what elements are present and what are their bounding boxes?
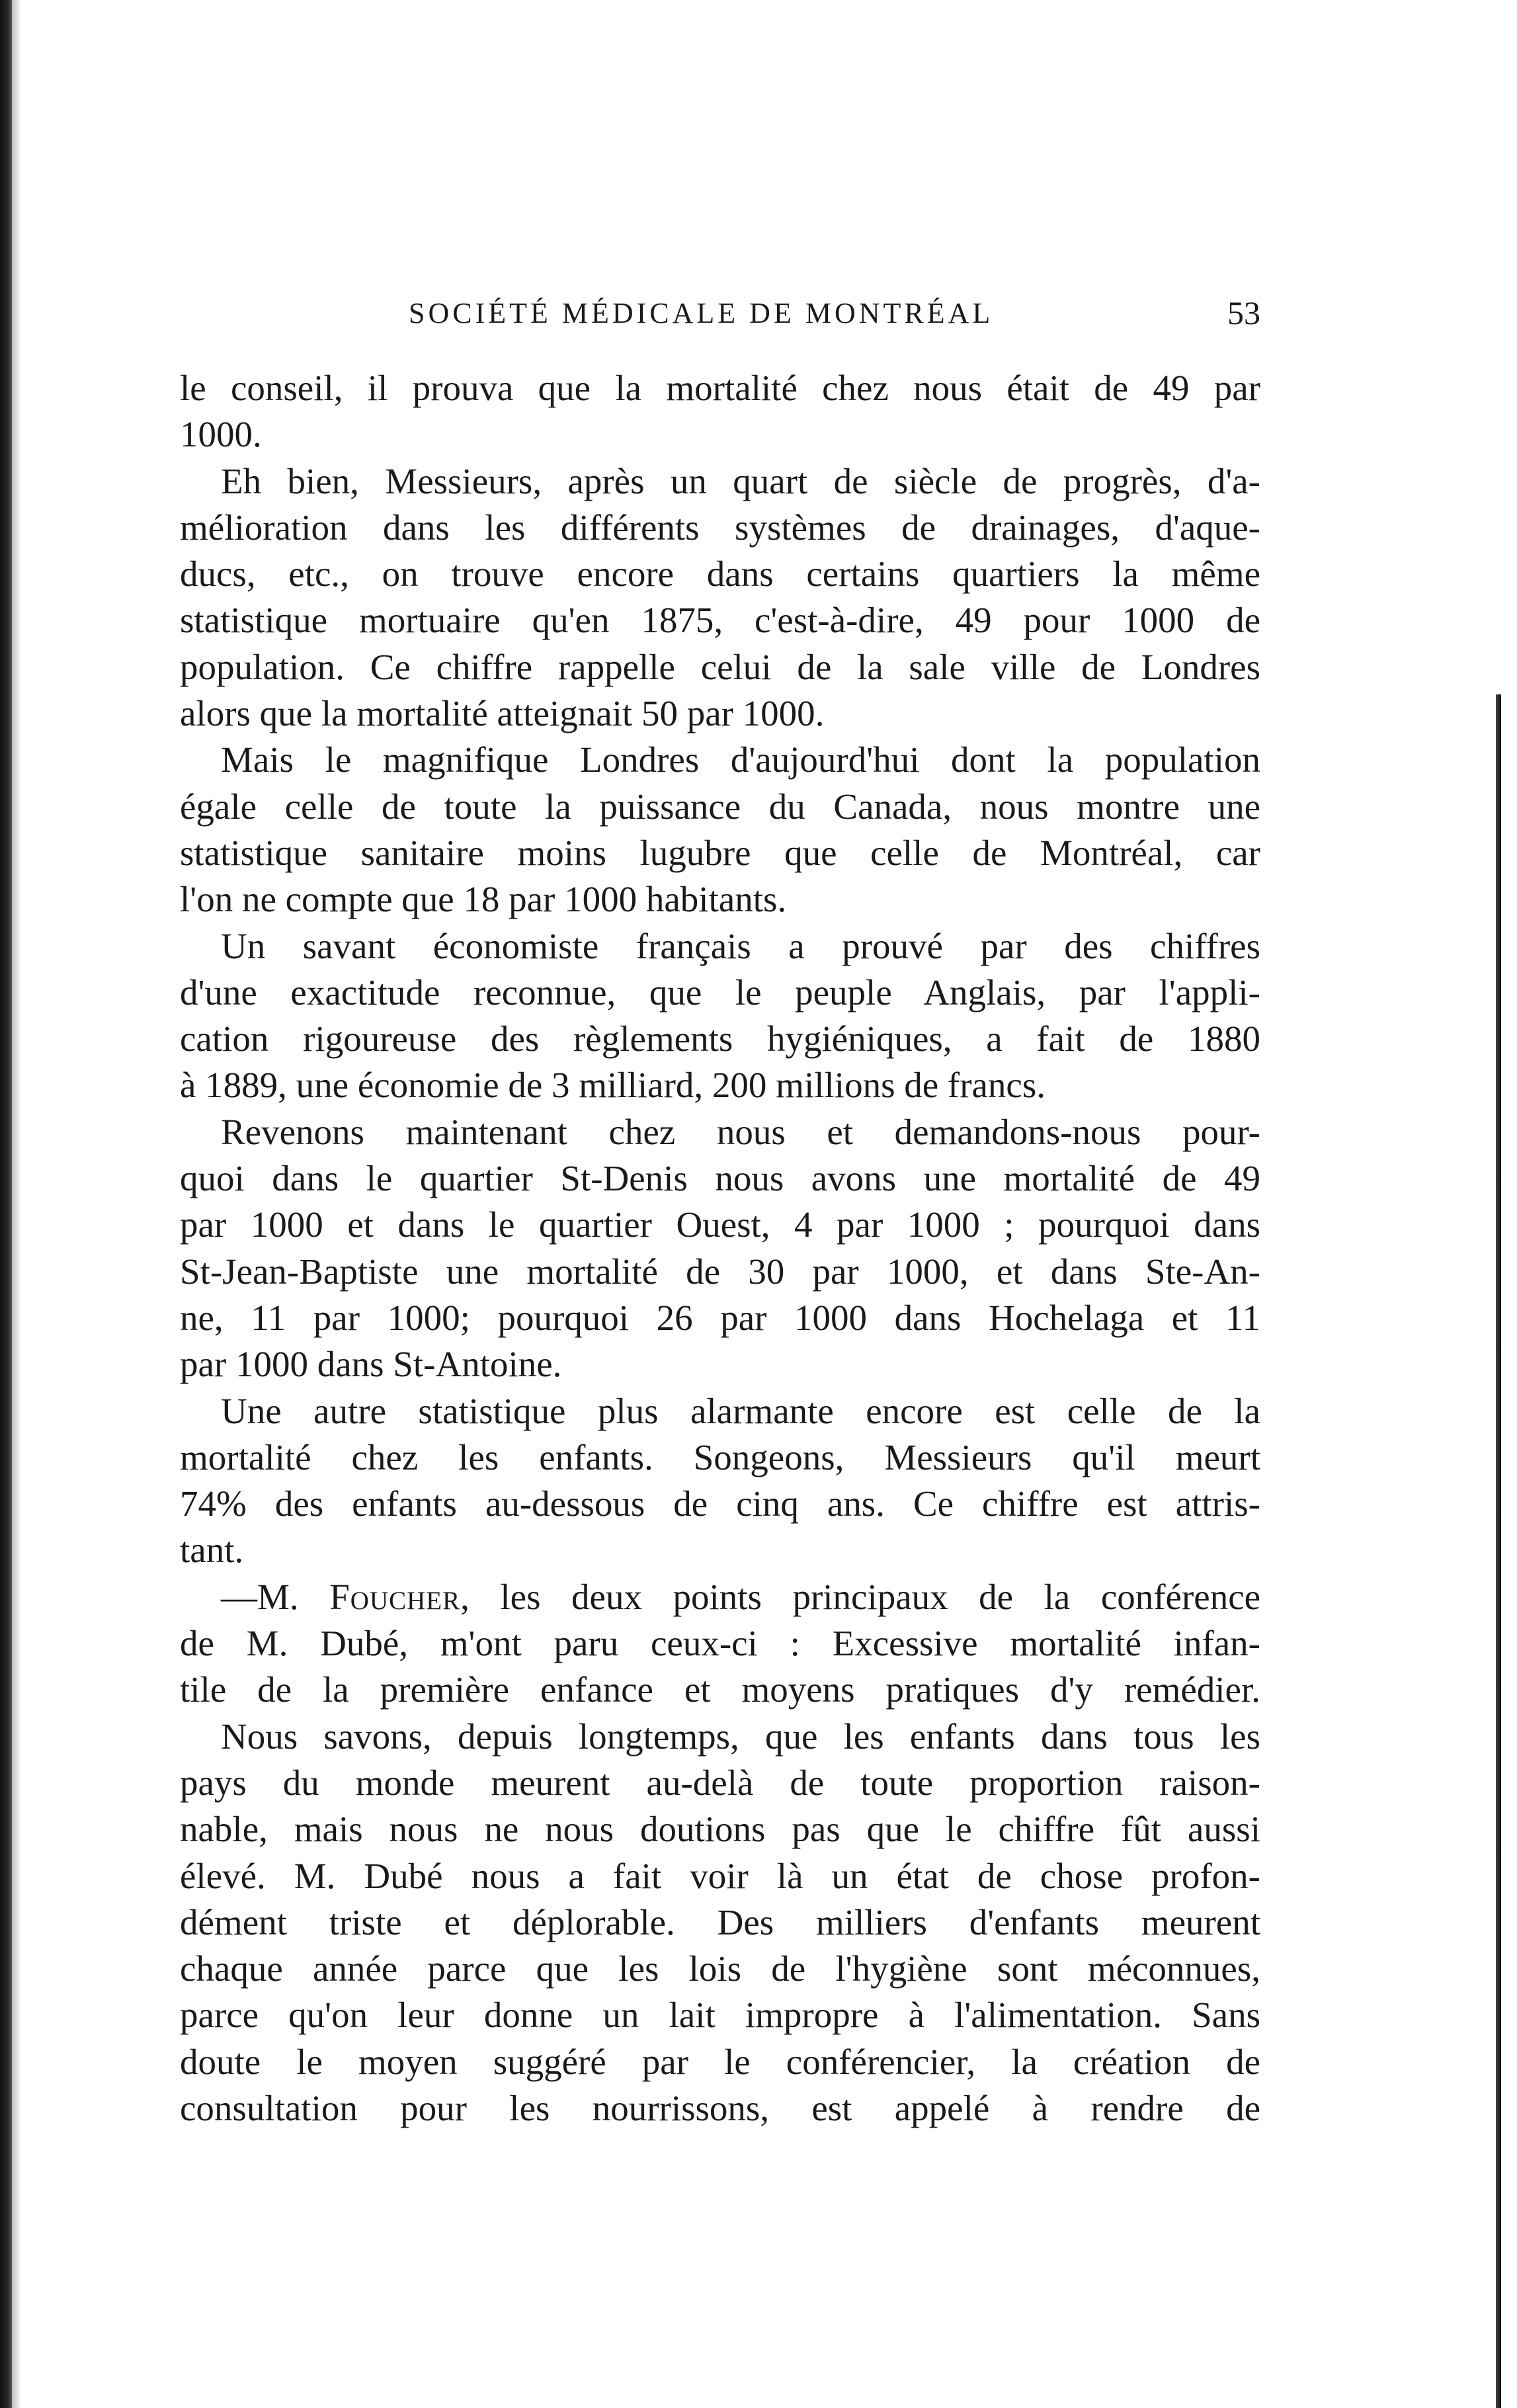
page-number: 53	[1227, 294, 1260, 331]
speaker-suffix: ,	[460, 1576, 501, 1617]
text-line: l'on ne compte que 18 par 1000 habitants.	[180, 879, 787, 920]
text-line: de M. Dubé, m'ont paru ceux-ci : Excessive mortalité infan-	[180, 1623, 1260, 1664]
text-line: alors que la mortalité atteignait 50 par 1000.	[180, 693, 825, 734]
text-line: tile de la première enfance et moyens pratiques d'y remédier.	[180, 1669, 1260, 1710]
speaker-line	[180, 1574, 1260, 1620]
text-line: Un savant économiste français a prouvé par des chiffres	[221, 925, 1260, 966]
text-line: population. Ce chiffre rappelle celui de la sale ville de Londres	[180, 646, 1260, 687]
text-line: mortalité chez les enfants. Songeons, Messieurs qu'il meurt	[180, 1436, 1260, 1477]
page-binding-edge-left	[0, 0, 12, 2408]
page-binding-shadow-left	[12, 0, 21, 2408]
text-line: ne, 11 par 1000; pourquoi 26 par 1000 dans Hochelaga et 11	[180, 1297, 1260, 1338]
text-line: quoi dans le quartier St-Denis nous avons une mortalité de 49	[180, 1158, 1260, 1199]
text-line: à 1889, une économie de 3 milliard, 200 millions de francs.	[180, 1065, 1046, 1106]
text-line: élevé. M. Dubé nous a fait voir là un état de chose profon-	[180, 1855, 1260, 1896]
running-title: SOCIÉTÉ MÉDICALE DE MONTRÉAL	[409, 297, 994, 329]
text-line: Nous savons, depuis longtemps, que les enfants dans tous les	[221, 1716, 1260, 1757]
text-line: chaque année parce que les lois de l'hygiène sont méconnues,	[180, 1948, 1260, 1989]
page-binding-edge-right	[1496, 694, 1501, 2408]
page-header	[180, 290, 1260, 336]
speaker-text: les deux points principaux de la conférence	[500, 1576, 1261, 1617]
text-line: tant.	[180, 1530, 244, 1571]
text-line: statistique mortuaire qu'en 1875, c'est-à-dire, 49 pour 1000 de	[180, 600, 1260, 641]
speaker-name: Foucher	[329, 1576, 461, 1617]
text-line: Mais le magnifique Londres d'aujourd'hui dont la population	[221, 739, 1260, 780]
text-line: par 1000 dans St-Antoine.	[180, 1344, 562, 1385]
text-line: ducs, etc., on trouve encore dans certains quartiers la même	[180, 554, 1260, 595]
text-line: cation rigoureuse des règlements hygiéniques, a fait de 1880	[180, 1018, 1260, 1059]
text-line: consultation pour les nourrissons, est appelé à rendre de	[180, 2087, 1260, 2128]
text-line: par 1000 et dans le quartier Ouest, 4 par 1000 ; pourquoi dans	[180, 1204, 1260, 1245]
text-line: égale celle de toute la puissance du Canada, nous montre une	[180, 786, 1260, 827]
text-line: parce qu'on leur donne un lait impropre à l'alimentation. Sans	[180, 1995, 1260, 2036]
text-line: Revenons maintenant chez nous et demandons-nous pour-	[221, 1111, 1260, 1152]
body-text	[180, 365, 1260, 2132]
text-line: mélioration dans les différents systèmes de drainages, d'aque-	[180, 507, 1260, 548]
text-line: d'une exactitude reconnue, que le peuple Anglais, par l'appli-	[180, 972, 1260, 1013]
speaker-prefix: —M.	[221, 1576, 330, 1617]
text-line: 1000.	[180, 414, 262, 455]
text-line: Eh bien, Messieurs, après un quart de siècle de progrès, d'a-	[221, 460, 1260, 501]
text-line: le conseil, il prouva que la mortalité chez nous était de 49 par	[180, 368, 1260, 408]
text-line: dément triste et déplorable. Des milliers d'enfants meurent	[180, 1901, 1260, 1942]
text-line: nable, mais nous ne nous doutions pas que le chiffre fût aussi	[180, 1809, 1260, 1850]
text-line: pays du monde meurent au-delà de toute proportion raison-	[180, 1762, 1260, 1803]
text-line: statistique sanitaire moins lugubre que celle de Montréal, car	[180, 832, 1260, 873]
text-line: 74% des enfants au-dessous de cinq ans. Ce chiffre est attris-	[180, 1483, 1260, 1524]
text-line: doute le moyen suggéré par le conférencier, la création de	[180, 2041, 1260, 2082]
text-line: St-Jean-Baptiste une mortalité de 30 par 1000, et dans Ste-An-	[180, 1251, 1260, 1292]
text-line: Une autre statistique plus alarmante encore est celle de la	[221, 1390, 1260, 1431]
